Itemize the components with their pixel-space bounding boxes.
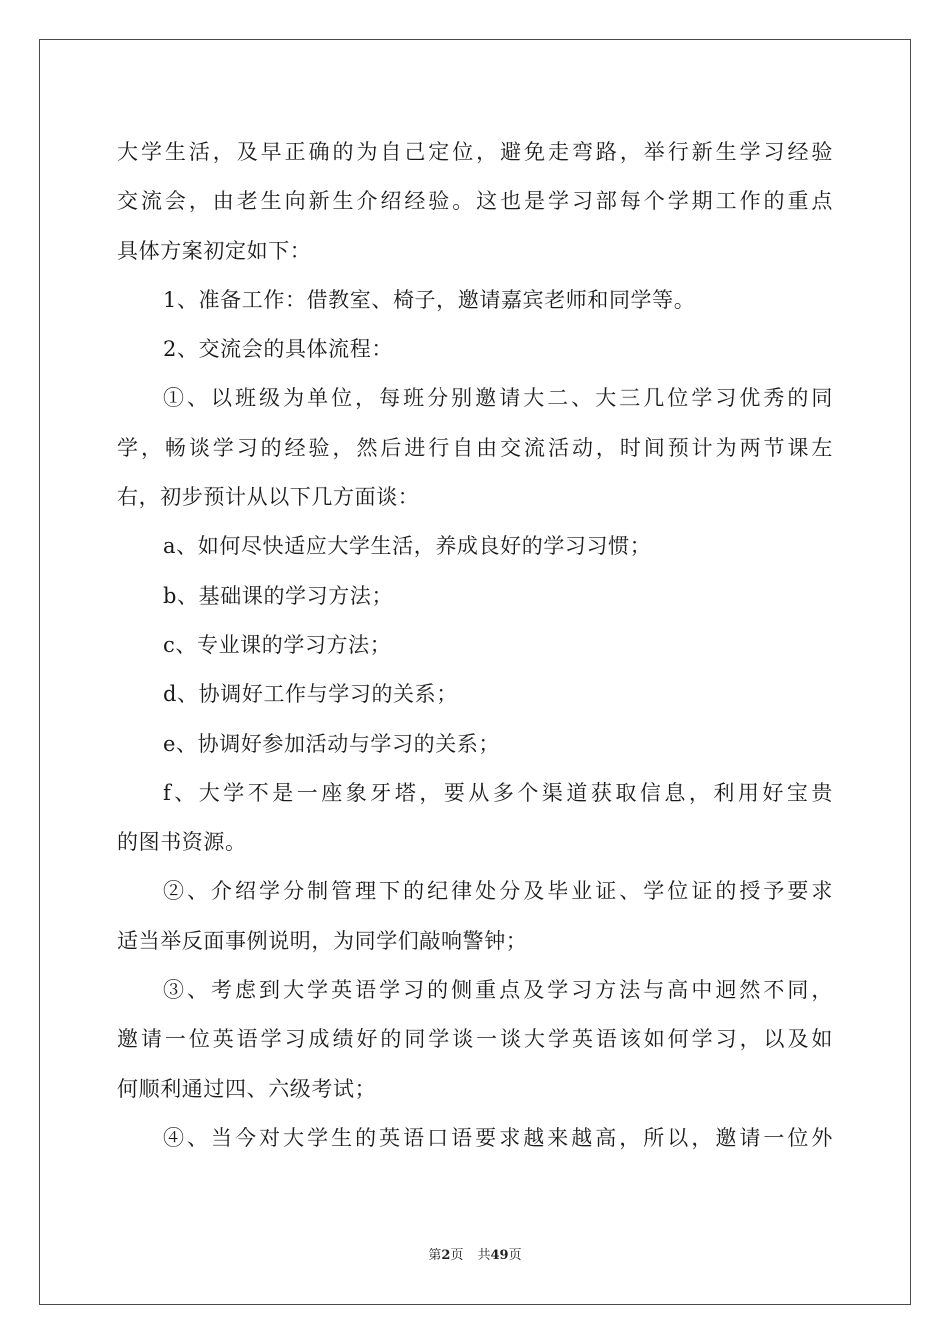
text-line: ②、介绍学分制管理下的纪律处分及毕业证、学位证的授予要求 (163, 879, 833, 904)
text-line: f、大学不是一座象牙塔，要从多个渠道获取信息，利用好宝贵 (163, 780, 833, 805)
text-line: 学，畅谈学习的经验，然后进行自由交流活动，时间预计为两节课左 (117, 435, 833, 460)
footer-total-prefix: 共 (477, 1248, 491, 1263)
footer-total-suffix: 页 (508, 1248, 522, 1263)
text-line: 右，初步预计从以下几方面谈： (117, 485, 420, 510)
footer-total-pages: 49 (490, 1248, 509, 1263)
text-line: 交流会，由老生向新生介绍经验。这也是学习部每个学期工作的重点 (117, 189, 833, 214)
text-line: 1、准备工作：借教室、椅子，邀请嘉宾老师和同学等。 (163, 287, 696, 312)
text-line: 邀请一位英语学习成绩好的同学谈一谈大学英语该如何学习，以及如 (117, 1027, 833, 1052)
text-line: ③、考虑到大学英语学习的侧重点及学习方法与高中迥然不同， (163, 978, 833, 1003)
text-line: ④、当今对大学生的英语口语要求越来越高，所以，邀请一位外 (163, 1125, 833, 1150)
text-line: 的图书资源。 (117, 830, 247, 855)
text-line: b、基础课的学习方法； (163, 583, 394, 608)
document-body (117, 128, 833, 1163)
text-line: 具体方案初定如下： (117, 238, 312, 263)
text-line: 2、交流会的具体流程： (163, 337, 393, 362)
text-line: e、协调好参加活动与学习的关系； (163, 731, 501, 756)
text-line: 何顺利通过四、六级考试； (117, 1076, 377, 1101)
page-footer (0, 1244, 950, 1263)
footer-page-number: 2 (441, 1248, 451, 1263)
footer-page-prefix: 第 (428, 1248, 442, 1263)
text-line: c、专业课的学习方法； (163, 632, 392, 657)
text-line: 适当举反面事例说明，为同学们敲响警钟； (117, 928, 528, 953)
footer-page-suffix: 页 (450, 1248, 464, 1263)
text-line: ①、以班级为单位，每班分别邀请大二、大三几位学习优秀的同 (163, 386, 833, 411)
text-line: a、如何尽快适应大学生活，养成良好的学习习惯； (163, 534, 652, 559)
text-line: 大学生活，及早正确的为自己定位，避免走弯路，举行新生学习经验 (117, 140, 833, 164)
text-line: d、协调好工作与学习的关系； (163, 682, 458, 707)
